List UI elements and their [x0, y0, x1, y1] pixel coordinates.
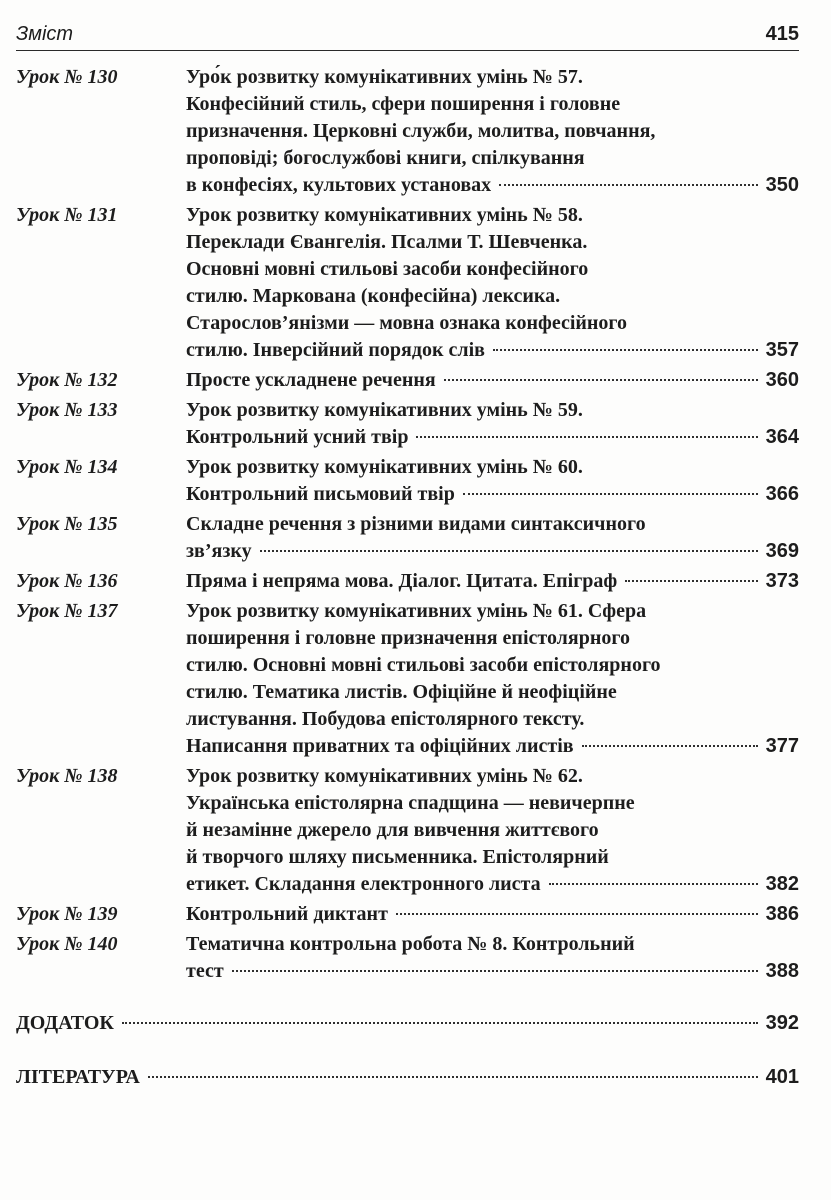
page-reference: 377 — [765, 735, 799, 757]
entry-text — [186, 901, 799, 928]
lesson-label: Урок № 140 — [16, 933, 118, 955]
lesson-label: Урок № 138 — [16, 765, 118, 787]
entry-line: Контрольний диктант — [186, 903, 388, 925]
entry-line: Складне речення з різними видами синтаксичного — [186, 513, 646, 535]
entry-text — [186, 367, 799, 394]
toc-entry-139 — [16, 901, 799, 928]
page-reference: 357 — [765, 339, 799, 361]
lesson-label: Урок № 131 — [16, 204, 118, 226]
entry-last-line — [186, 568, 799, 595]
toc-section-appendix — [16, 1010, 799, 1037]
toc-entry-133 — [16, 397, 799, 451]
toc-entry-137 — [16, 598, 799, 760]
page-number: 415 — [765, 23, 799, 45]
entry-line: листування. Побудова епістолярного тексту. — [186, 708, 585, 730]
entry-line: Контрольний усний твір — [186, 426, 409, 448]
lesson-label: Урок № 134 — [16, 456, 118, 478]
page-reference: 392 — [765, 1012, 799, 1034]
entry-text — [186, 64, 799, 199]
section-label: Зміст — [16, 23, 74, 45]
entry-line: Контрольний письмовий твір — [186, 483, 455, 505]
entry-line: Урок розвитку комунікативних умінь № 61. Сфера — [186, 600, 647, 622]
entry-line: призначення. Церковні служби, молитва, повчання, — [186, 120, 656, 142]
entry-text — [186, 454, 799, 508]
entry-line: Українська епістолярна спадщина — невичерпне — [186, 792, 635, 814]
lesson-label: Урок № 133 — [16, 399, 118, 421]
entry-line: проповіді; богослужбові книги, спілкування — [186, 147, 585, 169]
toc-entry-130 — [16, 64, 799, 199]
dot-leader — [260, 550, 758, 552]
entry-last-line — [186, 424, 799, 451]
entry-line: тест — [186, 960, 224, 982]
page-reference: 388 — [765, 960, 799, 982]
section-title: ДОДАТОК — [16, 1012, 114, 1034]
running-header — [16, 22, 799, 51]
lesson-label: Урок № 132 — [16, 369, 118, 391]
entry-last-line — [186, 538, 799, 565]
toc-entry-131 — [16, 202, 799, 364]
entry-line: Конфесійний стиль, сфери поширення і головне — [186, 93, 621, 115]
dot-leader — [148, 1076, 758, 1078]
entry-line: Написання приватних та офіційних листів — [186, 735, 574, 757]
lesson-label: Урок № 137 — [16, 600, 118, 622]
entry-line: й незамінне джерело для вивчення життєвого — [186, 819, 599, 841]
page-reference: 360 — [765, 369, 799, 391]
page-reference: 364 — [765, 426, 799, 448]
toc-section-literature — [16, 1064, 799, 1091]
entry-line: й творчого шляху письменника. Епістолярний — [186, 846, 609, 868]
page-reference: 369 — [765, 540, 799, 562]
entry-line: Переклади Євангелія. Псалми Т. Шевченка. — [186, 231, 588, 253]
entry-text — [186, 397, 799, 451]
lesson-label: Урок № 130 — [16, 66, 118, 88]
entry-last-line — [186, 172, 799, 199]
entry-line: зв’язку — [186, 540, 252, 562]
entry-line: Урок розвитку комунікативних умінь № 62. — [186, 765, 583, 787]
entry-line: стилю. Інверсійний порядок слів — [186, 339, 485, 361]
entry-line: Уро́к розвитку комунікативних умінь № 57. — [186, 66, 583, 88]
entry-line: Урок розвитку комунікативних умінь № 60. — [186, 456, 583, 478]
entry-line: стилю. Основні мовні стильові засоби епістолярного — [186, 654, 661, 676]
lesson-label: Урок № 139 — [16, 903, 118, 925]
toc-entry-138 — [16, 763, 799, 898]
dot-leader — [549, 883, 758, 885]
entry-line: Старослов’янізми — мовна ознака конфесійного — [186, 312, 628, 334]
dot-leader — [625, 580, 757, 582]
entry-line: в конфесіях, культових установах — [186, 174, 492, 196]
entry-line: Пряма і непряма мова. Діалог. Цитата. Епіграф — [186, 570, 618, 592]
dot-leader — [463, 493, 758, 495]
entry-text — [186, 568, 799, 595]
entry-line: Урок розвитку комунікативних умінь № 58. — [186, 204, 583, 226]
table-of-contents — [16, 64, 799, 1091]
entry-line: Урок розвитку комунікативних умінь № 59. — [186, 399, 583, 421]
entry-last-line — [186, 481, 799, 508]
entry-last-line — [186, 958, 799, 985]
dot-leader — [444, 379, 758, 381]
entry-line: етикет. Складання електронного листа — [186, 873, 541, 895]
lesson-label: Урок № 136 — [16, 570, 118, 592]
entry-line: Основні мовні стильові засоби конфесійного — [186, 258, 589, 280]
page-reference: 373 — [765, 570, 799, 592]
entry-text — [186, 598, 799, 760]
entry-line: стилю. Маркована (конфесійна) лексика. — [186, 285, 561, 307]
dot-leader — [122, 1022, 758, 1024]
page-reference: 382 — [765, 873, 799, 895]
dot-leader — [416, 436, 757, 438]
entry-last-line — [186, 901, 799, 928]
entry-line: Тематична контрольна робота № 8. Контрольний — [186, 933, 635, 955]
page-reference: 386 — [765, 903, 799, 925]
lesson-label: Урок № 135 — [16, 513, 118, 535]
page-reference: 366 — [765, 483, 799, 505]
toc-entry-140 — [16, 931, 799, 985]
entry-text — [186, 931, 799, 985]
entry-last-line — [186, 367, 799, 394]
dot-leader — [493, 349, 758, 351]
entry-text — [186, 511, 799, 565]
toc-entry-132 — [16, 367, 799, 394]
dot-leader — [396, 913, 758, 915]
dot-leader — [582, 745, 758, 747]
entry-text — [186, 202, 799, 364]
toc-entry-136 — [16, 568, 799, 595]
entry-line: поширення і головне призначення епістолярного — [186, 627, 630, 649]
entry-last-line — [186, 871, 799, 898]
entry-line: Просте ускладнене речення — [186, 369, 436, 391]
entry-last-line — [186, 337, 799, 364]
page-reference: 350 — [765, 174, 799, 196]
entry-line: стилю. Тематика листів. Офіційне й неофіційне — [186, 681, 617, 703]
dot-leader — [232, 970, 758, 972]
section-title: ЛІТЕРАТУРА — [16, 1066, 140, 1088]
dot-leader — [499, 184, 758, 186]
page-reference: 401 — [765, 1066, 799, 1088]
toc-entry-134 — [16, 454, 799, 508]
entry-text — [186, 763, 799, 898]
entry-last-line — [186, 733, 799, 760]
toc-entry-135 — [16, 511, 799, 565]
